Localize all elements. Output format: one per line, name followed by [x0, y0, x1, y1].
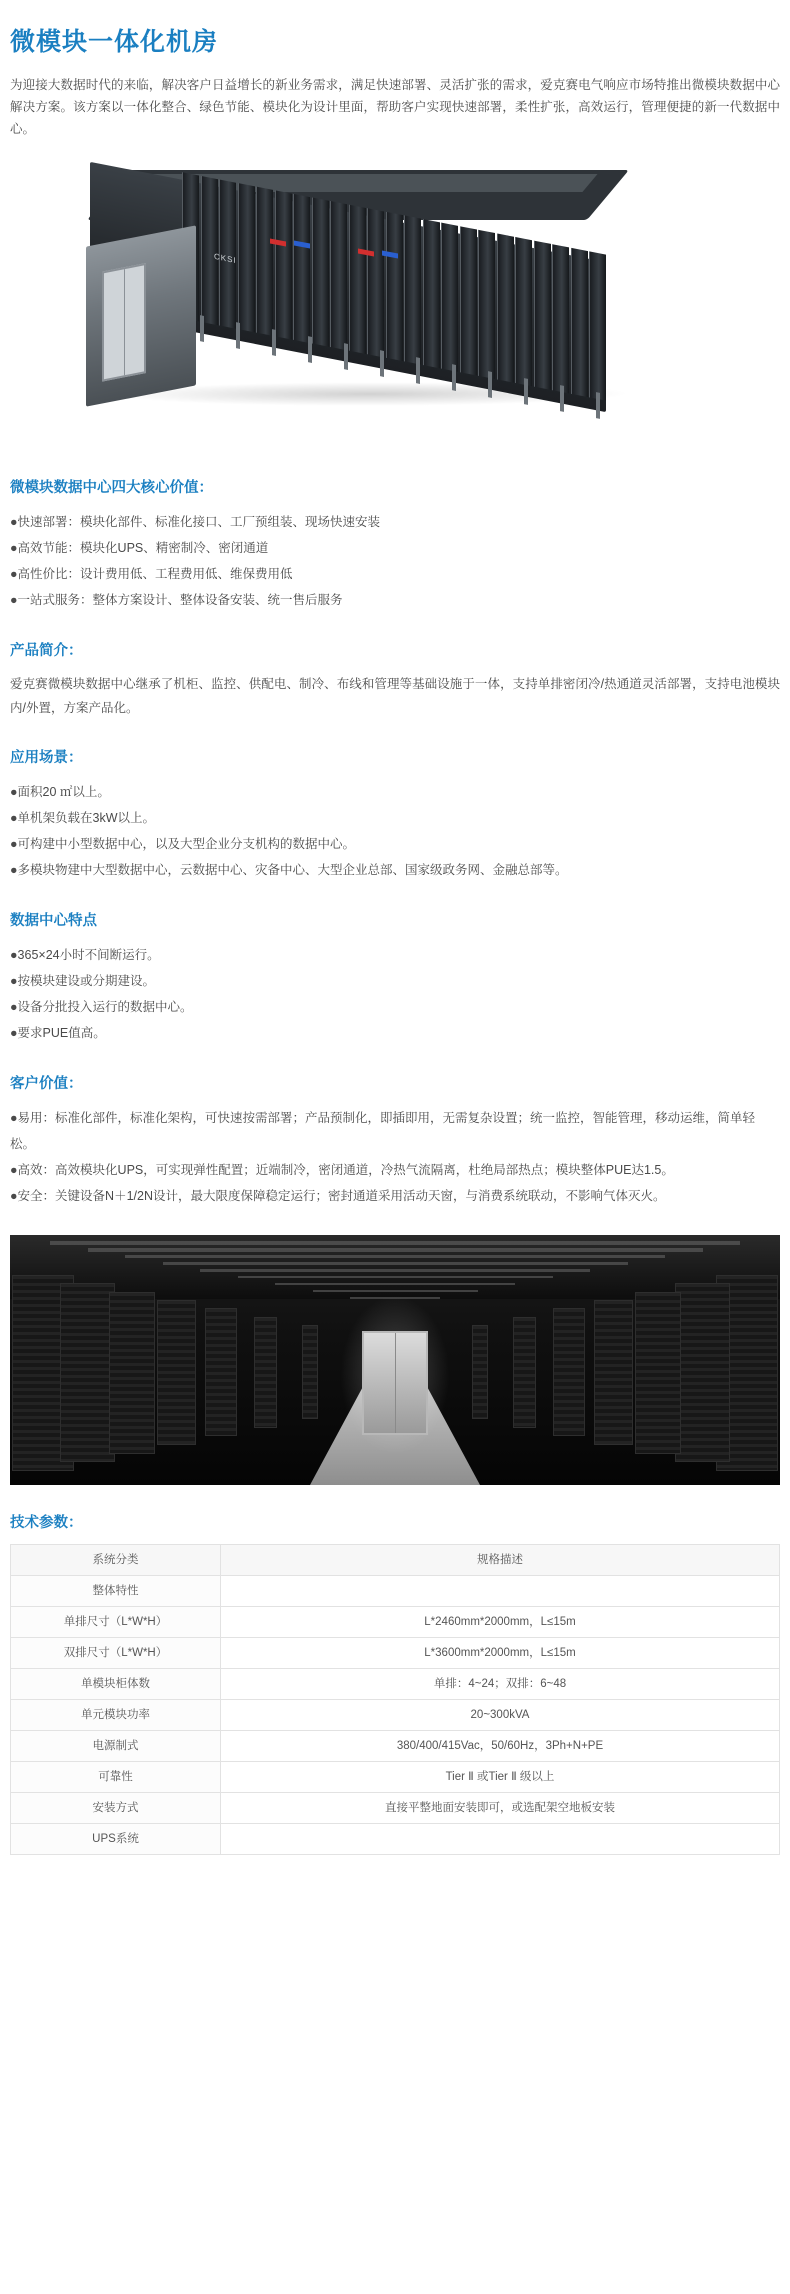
list-item: ●可构建中小型数据中心，以及大型企业分支机构的数据中心。: [10, 837, 356, 851]
section-title-product-intro: 产品简介：: [10, 643, 83, 659]
photo-rack: [205, 1308, 236, 1436]
page-root: [0, 22, 790, 1855]
photo-ceiling-bar: [125, 1255, 665, 1258]
hero-rack: [589, 251, 606, 400]
spec-value: 20~300kVA: [221, 1700, 780, 1731]
spec-label: 整体特性: [11, 1576, 221, 1607]
photo-rack: [594, 1300, 633, 1445]
photo-rack: [553, 1308, 584, 1436]
list-item: ●按模块建设或分期建设。: [10, 974, 156, 988]
photo-ceiling-bar: [238, 1276, 553, 1278]
hero-door: [102, 263, 146, 382]
column-header-category: 系统分类: [11, 1545, 221, 1576]
core-values-list: [10, 509, 780, 613]
spec-label: 电源制式: [11, 1731, 221, 1762]
hero-leg: [560, 385, 564, 412]
hero-rack: [497, 233, 514, 382]
hero-rack: [478, 230, 495, 379]
hero-rack: [571, 248, 588, 397]
hero-rack: [534, 241, 551, 390]
photo-rack: [513, 1317, 537, 1428]
column-header-description: 规格描述: [221, 1545, 780, 1576]
table-header-row: [11, 1545, 780, 1576]
hero-scene: [90, 170, 710, 430]
list-item: ●单机架负载在3kW以上。: [10, 811, 156, 825]
hero-leg: [236, 322, 240, 349]
list-item: ●高效节能：模块化UPS、精密制冷、密闭通道: [10, 541, 269, 555]
hero-rack: [330, 201, 347, 350]
hero-leg: [596, 392, 600, 419]
list-item: ●一站式服务：整体方案设计、整体设备安装、统一售后服务: [10, 593, 343, 607]
spec-label: UPS系统: [11, 1824, 221, 1855]
hero-rack: [275, 190, 292, 339]
hero-leg: [416, 357, 420, 384]
spec-value: 单排：4~24；双排：6~48: [221, 1669, 780, 1700]
hero-leg: [200, 315, 204, 342]
photo-rack: [472, 1325, 488, 1419]
list-item: ●高性价比：设计费用低、工程费用低、维保费用低: [10, 567, 293, 581]
product-intro-paragraph: 爱克赛微模块数据中心继承了机柜、监控、供配电、制冷、布线和管理等基础设施于一体，支持单排密闭冷/热通道灵活部署，支持电池模块内/外置，方案产品化。: [10, 677, 780, 715]
section-title-customer-value: 客户价值：: [10, 1076, 83, 1092]
hero-rack: [460, 226, 477, 375]
section-title-spec: 技术参数：: [10, 1515, 83, 1531]
hero-rack: [312, 197, 329, 346]
section-title-application-scenarios: 应用场景：: [10, 750, 83, 766]
photo-ceiling-bar: [313, 1290, 478, 1292]
hero-leg: [272, 329, 276, 356]
spec-value: 直接平整地面安装即可，或选配架空地板安装: [221, 1793, 780, 1824]
hero-rack: [552, 244, 569, 393]
list-item: ●高效：高效模块化UPS，可实现弹性配置；近端制冷，密闭通道，冷热气流隔离，杜绝局部热点；模块整体PUE达1.5。: [10, 1163, 674, 1177]
hero-leg: [524, 378, 528, 405]
spec-label: 可靠性: [11, 1762, 221, 1793]
spec-value: [221, 1824, 780, 1855]
list-item: ●设备分批投入运行的数据中心。: [10, 1000, 193, 1014]
list-item: ●快速部署：模块化部件、标准化接口、工厂预组装、现场快速安装: [10, 515, 381, 529]
list-item: ●365×24小时不间断运行。: [10, 948, 160, 962]
hero-leg: [488, 371, 492, 398]
spec-value: Tier Ⅱ 或Tier Ⅱ 级以上: [221, 1762, 780, 1793]
hero-front-panel: [86, 225, 196, 406]
hero-rack: [423, 219, 440, 368]
table-row: [11, 1669, 780, 1700]
photo-ceiling-bar: [163, 1262, 628, 1265]
list-item: ●面积20 ㎡以上。: [10, 785, 110, 799]
hero-rack: [201, 176, 218, 325]
photo-rack: [254, 1317, 278, 1428]
section-title-datacenter-features: 数据中心特点: [10, 913, 97, 929]
spec-value: L*3600mm*2000mm，L≤15m: [221, 1638, 780, 1669]
photo-rack: [109, 1292, 156, 1454]
hero-image: [10, 150, 780, 450]
photo-ceiling-bar: [88, 1248, 703, 1252]
hero-rack: [256, 187, 273, 336]
hero-rack: [441, 223, 458, 372]
hero-logo: CKSI: [214, 251, 237, 266]
intro-paragraph: 为迎接大数据时代的来临，解决客户日益增长的新业务需求，满足快速部署、灵活扩张的需求，爱克赛电气响应市场特推出微模块数据中心解决方案。该方案以一体化整合、绿色节能、模块化为设计里面，帮助客户实现快速部署，柔性扩张，高效运行，管理便捷的新一代数据中心。: [10, 78, 780, 136]
customer-value-list: [10, 1105, 780, 1209]
spec-label: 单元模块功率: [11, 1700, 221, 1731]
list-item: ●要求PUE值高。: [10, 1026, 106, 1040]
hero-rack: [293, 194, 310, 343]
spec-value: L*2460mm*2000mm，L≤15m: [221, 1607, 780, 1638]
photo-ceiling-bar: [275, 1283, 515, 1285]
page-title: 微模块一体化机房: [10, 28, 219, 56]
list-item: ●易用：标准化部件，标准化架构，可快速按需部署；产品预制化，即插即用，无需复杂设置；统一监控，智能管理，移动运维，简单轻松。: [10, 1111, 756, 1151]
photo-doorway: [362, 1331, 428, 1435]
table-row: [11, 1700, 780, 1731]
hero-leg: [452, 364, 456, 391]
photo-rack: [675, 1283, 729, 1462]
datacenter-features-list: [10, 942, 780, 1046]
hero-leg: [344, 343, 348, 370]
spec-label: 单模块柜体数: [11, 1669, 221, 1700]
spec-label: 单排尺寸（L*W*H）: [11, 1607, 221, 1638]
photo-ceiling-bar: [50, 1241, 740, 1245]
table-row: [11, 1576, 780, 1607]
spec-value: [221, 1576, 780, 1607]
spec-label: 安装方式: [11, 1793, 221, 1824]
photo-rack: [60, 1283, 114, 1462]
table-row: [11, 1638, 780, 1669]
application-scenarios-list: [10, 779, 780, 883]
data-center-aisle-photo: [10, 1235, 780, 1485]
hero-rack: [367, 208, 384, 357]
hero-rack: [238, 183, 255, 332]
list-item: ●多模块物建中大型数据中心，云数据中心、灾备中心、大型企业总部、国家级政务网、金融总部等。: [10, 863, 568, 877]
table-row: [11, 1762, 780, 1793]
table-row: [11, 1824, 780, 1855]
hero-leg: [380, 350, 384, 377]
list-item: ●安全：关键设备N＋1/2N设计，最大限度保障稳定运行；密封通道采用活动天窗，与消费系统联动，不影响气体灭火。: [10, 1189, 666, 1203]
hero-rack: [404, 215, 421, 364]
section-title-core-values: 微模块数据中心四大核心价值：: [10, 480, 213, 496]
table-row: [11, 1731, 780, 1762]
hero-rack: [386, 212, 403, 361]
photo-ceiling-bar: [200, 1269, 590, 1272]
spec-table: [10, 1544, 780, 1855]
table-row: [11, 1793, 780, 1824]
spec-value: 380/400/415Vac，50/60Hz，3Ph+N+PE: [221, 1731, 780, 1762]
photo-rack: [302, 1325, 318, 1419]
hero-rack: [515, 237, 532, 386]
hero-rack: [349, 205, 366, 354]
table-row: [11, 1607, 780, 1638]
photo-rack: [157, 1300, 196, 1445]
spec-label: 双排尺寸（L*W*H）: [11, 1638, 221, 1669]
hero-leg: [308, 336, 312, 363]
photo-rack: [635, 1292, 682, 1454]
